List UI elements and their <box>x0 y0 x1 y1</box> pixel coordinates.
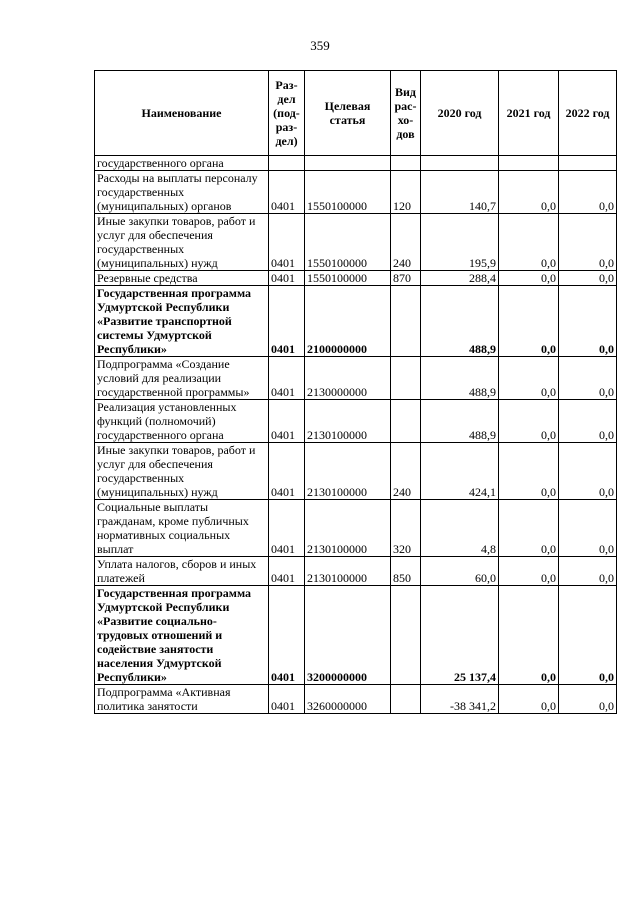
cell-section: 0401 <box>269 557 305 586</box>
cell-y2020: 488,9 <box>421 286 499 357</box>
cell-expense: 240 <box>391 443 421 500</box>
cell-y2022: 0,0 <box>559 557 617 586</box>
cell-y2021: 0,0 <box>499 286 559 357</box>
page-number: 359 <box>310 38 330 53</box>
table-row <box>95 586 617 685</box>
cell-y2020: 25 137,4 <box>421 586 499 685</box>
table-row <box>95 685 617 714</box>
cell-target: 1550100000 <box>305 214 391 271</box>
header-target: Целевая статья <box>305 71 391 156</box>
cell-expense: 240 <box>391 214 421 271</box>
cell-name: Иные закупки товаров, работ и услуг для обеспечения государственных (муниципальных) нужд <box>95 214 269 271</box>
cell-expense <box>391 685 421 714</box>
header-2022: 2022 год <box>559 71 617 156</box>
cell-name: Резервные средства <box>95 271 269 286</box>
cell-section: 0401 <box>269 286 305 357</box>
cell-y2021: 0,0 <box>499 357 559 400</box>
table-row <box>95 557 617 586</box>
cell-y2022: 0,0 <box>559 171 617 214</box>
cell-y2020 <box>421 156 499 171</box>
cell-y2020: 4,8 <box>421 500 499 557</box>
cell-y2021: 0,0 <box>499 586 559 685</box>
cell-y2022: 0,0 <box>559 357 617 400</box>
cell-section: 0401 <box>269 400 305 443</box>
table-body <box>95 156 617 714</box>
cell-expense: 850 <box>391 557 421 586</box>
cell-expense <box>391 156 421 171</box>
header-expense: Вид рас- хо- дов <box>391 71 421 156</box>
cell-section: 0401 <box>269 357 305 400</box>
table-row <box>95 271 617 286</box>
cell-y2021: 0,0 <box>499 443 559 500</box>
cell-name: Расходы на выплаты персоналу государственных (муниципальных) органов <box>95 171 269 214</box>
cell-y2021: 0,0 <box>499 685 559 714</box>
cell-y2021: 0,0 <box>499 400 559 443</box>
cell-target: 1550100000 <box>305 271 391 286</box>
cell-expense <box>391 586 421 685</box>
cell-name: Подпрограмма «Активная политика занятости <box>95 685 269 714</box>
cell-target: 3260000000 <box>305 685 391 714</box>
cell-name: Иные закупки товаров, работ и услуг для обеспечения государственных (муниципальных) нужд <box>95 443 269 500</box>
table-row <box>95 156 617 171</box>
cell-y2020: -38 341,2 <box>421 685 499 714</box>
cell-name: Государственная программа Удмуртской Республики «Развитие транспортной системы Удмуртской Республики» <box>95 286 269 357</box>
cell-name: Реализация установленных функций (полномочий) государственного органа <box>95 400 269 443</box>
cell-y2022 <box>559 156 617 171</box>
cell-y2021: 0,0 <box>499 171 559 214</box>
table-row <box>95 286 617 357</box>
cell-section: 0401 <box>269 500 305 557</box>
cell-y2021: 0,0 <box>499 271 559 286</box>
table-row <box>95 443 617 500</box>
table-row <box>95 400 617 443</box>
cell-target: 2130100000 <box>305 400 391 443</box>
cell-y2020: 488,9 <box>421 357 499 400</box>
cell-y2020: 140,7 <box>421 171 499 214</box>
table-row <box>95 214 617 271</box>
cell-target: 2100000000 <box>305 286 391 357</box>
cell-expense <box>391 357 421 400</box>
cell-y2022: 0,0 <box>559 586 617 685</box>
cell-name: Государственная программа Удмуртской Республики «Развитие социально-трудовых отношений и содействие занятости населения Удмуртской Республики» <box>95 586 269 685</box>
cell-expense: 320 <box>391 500 421 557</box>
header-2021: 2021 год <box>499 71 559 156</box>
cell-y2022: 0,0 <box>559 685 617 714</box>
cell-y2020: 60,0 <box>421 557 499 586</box>
table-row <box>95 171 617 214</box>
cell-y2020: 424,1 <box>421 443 499 500</box>
table-row <box>95 500 617 557</box>
budget-table <box>94 70 617 714</box>
cell-section <box>269 156 305 171</box>
header-section: Раз- дел (под- раз- дел) <box>269 71 305 156</box>
cell-target: 3200000000 <box>305 586 391 685</box>
cell-target: 1550100000 <box>305 171 391 214</box>
cell-y2022: 0,0 <box>559 214 617 271</box>
cell-target: 2130000000 <box>305 357 391 400</box>
cell-y2021: 0,0 <box>499 214 559 271</box>
cell-section: 0401 <box>269 443 305 500</box>
cell-y2021: 0,0 <box>499 500 559 557</box>
cell-y2020: 488,9 <box>421 400 499 443</box>
cell-target: 2130100000 <box>305 443 391 500</box>
cell-y2020: 195,9 <box>421 214 499 271</box>
cell-y2022: 0,0 <box>559 500 617 557</box>
table-row <box>95 357 617 400</box>
cell-section: 0401 <box>269 685 305 714</box>
header-row <box>95 71 617 156</box>
cell-y2022: 0,0 <box>559 271 617 286</box>
cell-target: 2130100000 <box>305 500 391 557</box>
cell-name: Социальные выплаты гражданам, кроме публичных нормативных социальных выплат <box>95 500 269 557</box>
cell-section: 0401 <box>269 171 305 214</box>
cell-y2021 <box>499 156 559 171</box>
header-name: Наименование <box>95 71 269 156</box>
cell-target: 2130100000 <box>305 557 391 586</box>
cell-y2021: 0,0 <box>499 557 559 586</box>
cell-section: 0401 <box>269 214 305 271</box>
cell-expense <box>391 286 421 357</box>
cell-y2022: 0,0 <box>559 286 617 357</box>
cell-name: государственного органа <box>95 156 269 171</box>
cell-y2020: 288,4 <box>421 271 499 286</box>
cell-target <box>305 156 391 171</box>
cell-expense: 870 <box>391 271 421 286</box>
cell-y2022: 0,0 <box>559 400 617 443</box>
cell-section: 0401 <box>269 586 305 685</box>
header-2020: 2020 год <box>421 71 499 156</box>
cell-y2022: 0,0 <box>559 443 617 500</box>
cell-section: 0401 <box>269 271 305 286</box>
cell-name: Подпрограмма «Создание условий для реализации государственной программы» <box>95 357 269 400</box>
cell-expense <box>391 400 421 443</box>
cell-expense: 120 <box>391 171 421 214</box>
cell-name: Уплата налогов, сборов и иных платежей <box>95 557 269 586</box>
